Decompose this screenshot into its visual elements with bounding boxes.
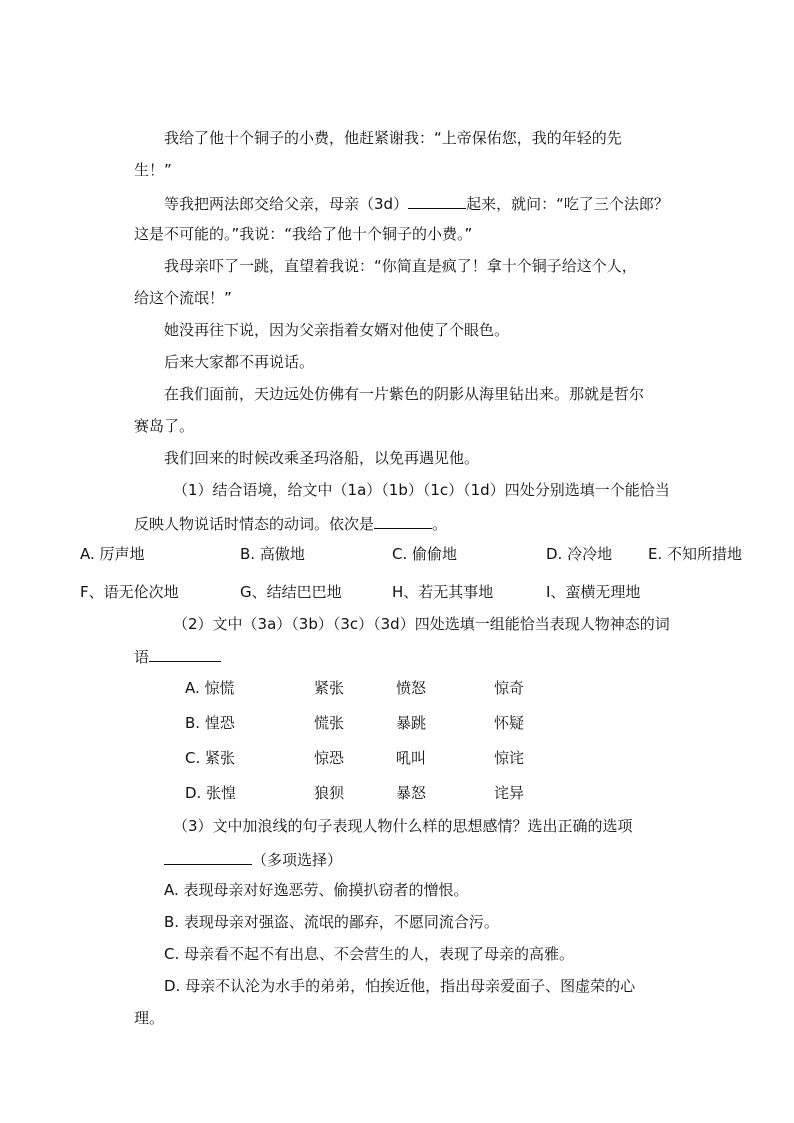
q2-option-b-word3: 暴跳: [396, 714, 427, 732]
q1-option: G、结结巴巴地: [240, 583, 342, 601]
q2-option-d-word3: 暴怒: [396, 784, 427, 802]
q2-prompt-line2: [134, 645, 221, 667]
q2-option-d-word2: 狼狈: [314, 784, 345, 802]
q1-option: B. 高傲地: [240, 545, 305, 563]
q3-option-d-line2: 理。: [134, 1009, 165, 1027]
q2-option-a: A. 惊慌: [185, 679, 235, 697]
q1-option: I、蛮横无理地: [546, 583, 641, 601]
q2-option-d-word4: 诧异: [494, 784, 525, 802]
q3-option-c: C. 母亲看不起不有出息、不会营生的人，表现了母亲的高雅。: [164, 945, 575, 963]
q2-answer-blank[interactable]: [149, 645, 221, 662]
q2-option-c-word2: 惊恐: [314, 749, 345, 767]
passage-p2-line1-b: 起来，就问：“吃了三个法郎？: [466, 195, 669, 213]
q1-option: H、若无其事地: [392, 583, 494, 601]
passage-p2-line1-a: 等我把两法郎交给父亲，母亲（3d）: [164, 195, 409, 213]
q1-prompt-line2-a: 反映人物说话时情态的动词。依次是: [134, 515, 375, 533]
q3-answer-blank[interactable]: [164, 848, 252, 865]
q1-option: F、语无伦次地: [80, 583, 179, 601]
passage-p3-line2: 给这个流氓！”: [134, 289, 232, 307]
passage-p4: 她没再往下说，因为父亲指着女婿对他使了个眼色。: [164, 321, 510, 339]
q2-option-b-word2: 慌张: [314, 714, 345, 732]
passage-p2-line2: 这是不可能的。”我说：“我给了他十个铜子的小费。”: [134, 225, 473, 243]
passage-p1-line1: 我给了他十个铜子的小费，他赶紧谢我：“上帝保佑您，我的年轻的先: [164, 129, 622, 147]
q2-option-a-word4: 惊奇: [494, 679, 525, 697]
q2-option-c-word3: 吼叫: [396, 749, 427, 767]
q2-option-c: C. 紧张: [185, 749, 236, 767]
q3-option-b: B. 表现母亲对强盗、流氓的鄙弃，不愿同流合污。: [164, 913, 499, 931]
q1-prompt-line1: （1）结合语境，给文中（1a）（1b）（1c）（1d）四处分别选填一个能恰当: [173, 481, 670, 499]
q2-prompt-line2-text: 语: [134, 648, 150, 666]
q1-answer-blank[interactable]: [374, 512, 432, 529]
passage-p5: 后来大家都不再说话。: [164, 353, 315, 371]
q2-option-b: B. 惶恐: [185, 714, 235, 732]
passage-p6-line1: 在我们面前，天边远处仿佛有一片紫色的阴影从海里钻出来。那就是哲尔: [164, 385, 645, 403]
q2-option-a-word2: 紧张: [314, 679, 345, 697]
q1-option: E. 不知所措地: [648, 545, 743, 563]
q2-option-c-word4: 惊诧: [494, 749, 525, 767]
passage-p2-line1: [164, 192, 669, 214]
passage-p3-line1: 我母亲吓了一跳，直望着我说：“你简直是疯了！拿十个铜子给这个人，: [164, 257, 637, 275]
q2-prompt-line1: （2）文中（3a）（3b）（3c）（3d）四处选填一组能恰当表现人物神态的词: [173, 615, 670, 633]
q2-option-a-word3: 愤怒: [396, 679, 427, 697]
q3-option-a: A. 表现母亲对好逸恶劳、偷摸扒窃者的憎恨。: [164, 881, 469, 899]
q1-option: D. 冷冷地: [546, 545, 613, 563]
q3-prompt-line2: [164, 848, 342, 870]
q1-prompt-line2-b: 。: [432, 515, 448, 533]
passage-p7: 我们回来的时候改乘圣玛洛船，以免再遇见他。: [164, 449, 480, 467]
passage-p6-line2: 赛岛了。: [134, 417, 195, 435]
q1-prompt-line2: [134, 512, 447, 534]
answer-blank-3d[interactable]: [408, 192, 466, 209]
q2-option-b-word4: 怀疑: [494, 714, 525, 732]
q3-prompt-line2-text: （多项选择）: [252, 851, 343, 869]
q2-option-d: D. 张惶: [185, 784, 237, 802]
q1-option: C. 偷偷地: [392, 545, 458, 563]
q3-prompt-line1: （3）文中加浪线的句子表现人物什么样的思想感情？选出正确的选项: [173, 817, 633, 835]
q3-option-d-line1: D. 母亲不认沦为水手的弟弟，怕挨近他，指出母亲爱面子、图虚荣的心: [164, 977, 636, 995]
q1-option: A. 厉声地: [80, 545, 145, 563]
passage-p1-line2: 生！”: [134, 161, 172, 179]
